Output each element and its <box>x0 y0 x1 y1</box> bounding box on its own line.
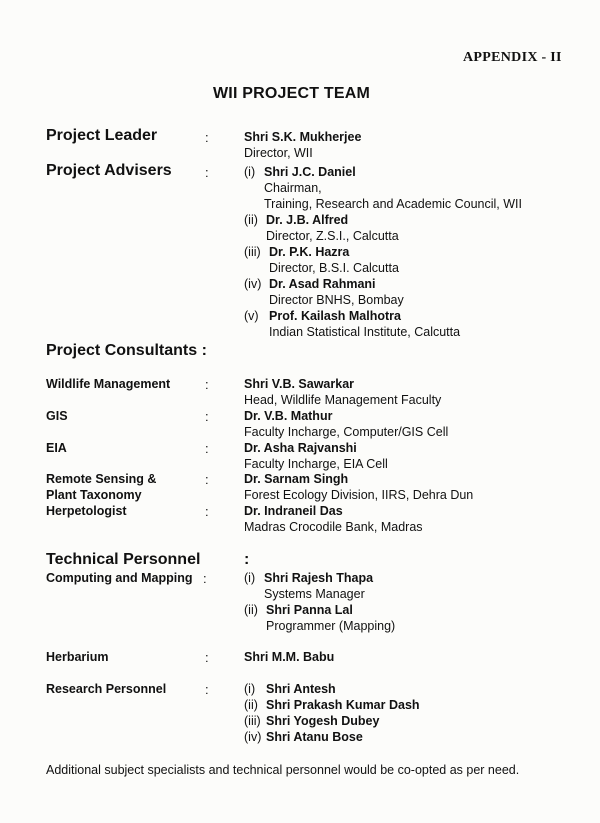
consultant-area: Remote Sensing & <box>46 472 157 486</box>
consultant-name: Dr. V.B. Mathur <box>244 409 333 423</box>
adviser-number: (v) <box>244 309 259 323</box>
consultant-role: Faculty Incharge, EIA Cell <box>244 457 388 471</box>
adviser-number: (iv) <box>244 277 262 291</box>
technical-personnel-colon: : <box>244 551 250 568</box>
consultant-colon: : <box>205 441 209 456</box>
consultant-area: Wildlife Management <box>46 377 171 391</box>
computing-name: Shri Panna Lal <box>266 603 353 617</box>
adviser-detail: Director, Z.S.I., Calcutta <box>266 229 399 243</box>
computing-mapping-colon: : <box>203 571 207 586</box>
research-name: Shri Antesh <box>266 682 336 696</box>
consultant-name: Dr. Asha Rajvanshi <box>244 441 357 455</box>
computing-role: Programmer (Mapping) <box>266 619 396 633</box>
research-number: (i) <box>244 682 256 696</box>
adviser-name: Shri J.C. Daniel <box>264 165 356 179</box>
herbarium-name: Shri M.M. Babu <box>244 650 335 664</box>
adviser-detail: Training, Research and Academic Council, WII <box>264 197 522 211</box>
research-number: (iii) <box>244 714 261 728</box>
footer-note: Additional subject specialists and technical personnel would be co-opted as per need. <box>46 763 520 777</box>
project-leader-role: Director, WII <box>244 146 313 160</box>
adviser-name: Dr. Asad Rahmani <box>269 277 376 291</box>
research-name: Shri Atanu Bose <box>266 730 363 744</box>
adviser-detail: Chairman, <box>264 181 322 195</box>
adviser-name: Dr. P.K. Hazra <box>269 245 350 259</box>
computing-role: Systems Manager <box>264 587 365 601</box>
consultant-area: GIS <box>46 409 68 423</box>
consultant-colon: : <box>205 504 209 519</box>
consultant-name: Dr. Indraneil Das <box>244 504 343 518</box>
consultant-area: EIA <box>46 441 67 455</box>
computing-number: (ii) <box>244 603 258 617</box>
research-number: (ii) <box>244 698 258 712</box>
adviser-detail: Director BNHS, Bombay <box>269 293 404 307</box>
project-leader-heading: Project Leader <box>46 127 158 144</box>
consultant-area-line2: Plant Taxonomy <box>46 488 142 502</box>
adviser-number: (i) <box>244 165 256 179</box>
consultant-area: Herpetologist <box>46 504 127 518</box>
consultant-name: Shri V.B. Sawarkar <box>244 377 355 391</box>
adviser-name: Dr. J.B. Alfred <box>266 213 349 227</box>
consultant-role: Madras Crocodile Bank, Madras <box>244 520 423 534</box>
consultant-colon: : <box>205 409 209 424</box>
herbarium-colon: : <box>205 650 209 665</box>
herbarium-label: Herbarium <box>46 650 109 664</box>
consultant-role: Head, Wildlife Management Faculty <box>244 393 442 407</box>
research-personnel-label: Research Personnel <box>46 682 167 696</box>
project-leader-colon: : <box>205 130 209 145</box>
adviser-detail: Director, B.S.I. Calcutta <box>269 261 399 275</box>
adviser-number: (ii) <box>244 213 258 227</box>
consultant-colon: : <box>205 472 209 487</box>
appendix-label: APPENDIX - II <box>463 50 562 65</box>
research-name: Shri Prakash Kumar Dash <box>266 698 420 712</box>
research-personnel-colon: : <box>205 682 209 697</box>
consultant-colon: : <box>205 377 209 392</box>
adviser-name: Prof. Kailash Malhotra <box>269 309 401 323</box>
project-advisers-colon: : <box>205 165 209 180</box>
computing-name: Shri Rajesh Thapa <box>264 571 374 585</box>
consultant-name: Dr. Sarnam Singh <box>244 472 349 486</box>
research-number: (iv) <box>244 730 262 744</box>
consultant-role: Faculty Incharge, Computer/GIS Cell <box>244 425 449 439</box>
research-name: Shri Yogesh Dubey <box>266 714 380 728</box>
computing-number: (i) <box>244 571 256 585</box>
project-leader-name: Shri S.K. Mukherjee <box>244 130 362 144</box>
computing-mapping-label: Computing and Mapping <box>46 571 193 585</box>
adviser-detail: Indian Statistical Institute, Calcutta <box>269 325 461 339</box>
page-title: WII PROJECT TEAM <box>213 85 370 102</box>
technical-personnel-heading: Technical Personnel <box>46 551 201 568</box>
project-consultants-heading: Project Consultants : <box>46 342 207 359</box>
consultant-role: Forest Ecology Division, IIRS, Dehra Dun <box>244 488 474 502</box>
project-advisers-heading: Project Advisers <box>46 162 172 179</box>
adviser-number: (iii) <box>244 245 261 259</box>
